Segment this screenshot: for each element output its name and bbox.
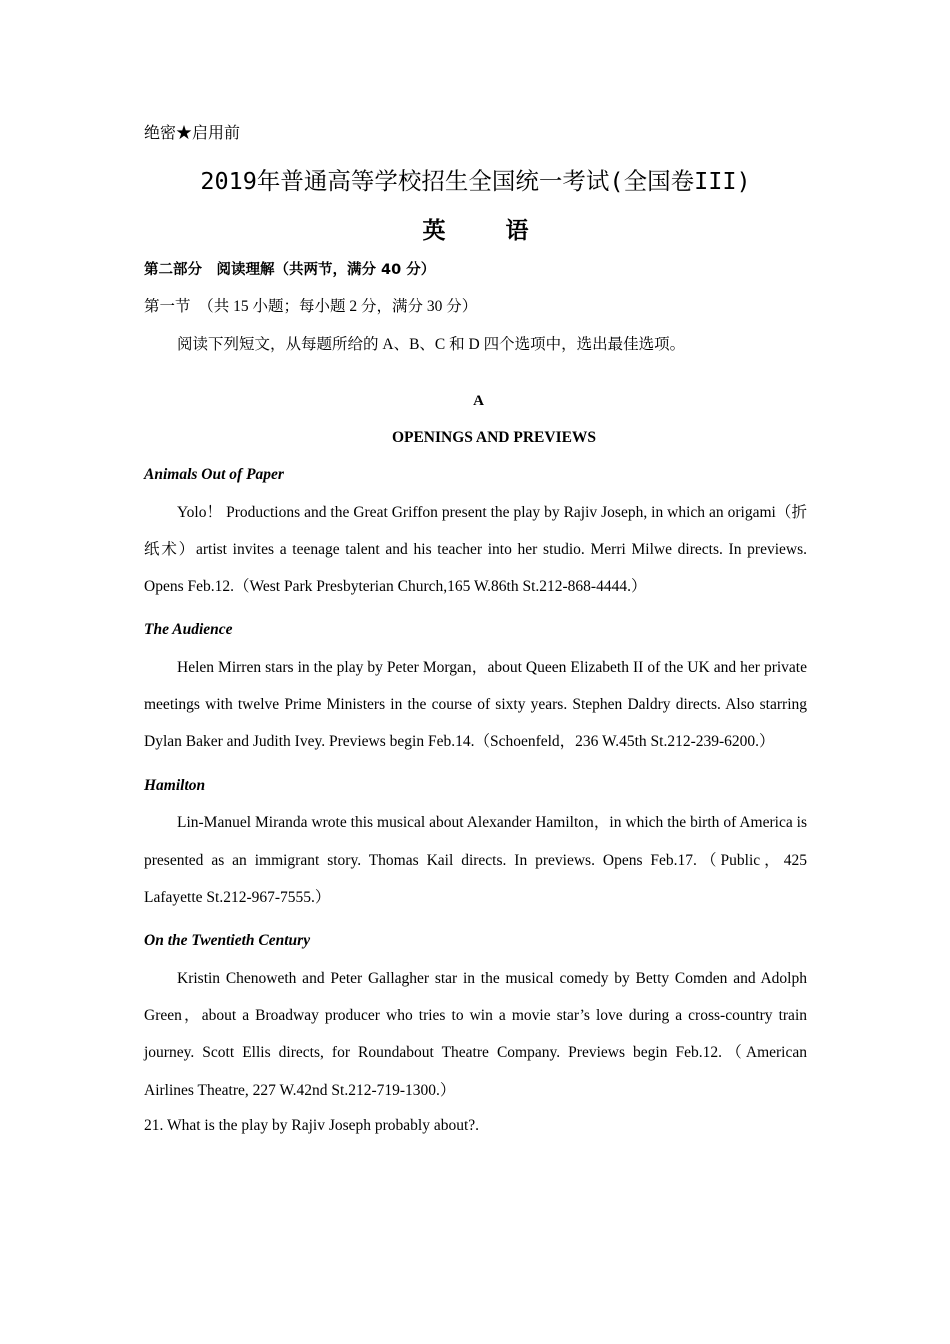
listing-title: On the Twentieth Century: [144, 932, 311, 950]
passage-letter: A: [473, 393, 484, 409]
listing-item: [144, 929, 807, 1109]
listing-body: Yolo！ Productions and the Great Griffon present the play by Rajiv Joseph, in which an origami（折纸术）artist invites a teenage talent and his teacher into her studio. Merri Milwe directs. In previews. Opens Feb.12.（West Park Presbyterian Church,165 W.86th St.212-868-4444.）: [144, 503, 807, 596]
section-heading: 第一节 （共 15 小题；每小题 2 分，满分 30 分）: [144, 298, 478, 315]
passage-title: OPENINGS AND PREVIEWS: [391, 429, 597, 446]
listing-title: The Audience: [144, 621, 233, 639]
listing-body: Helen Mirren stars in the play by Peter Morgan，about Queen Elizabeth II of the UK and her private meetings with twelve Prime Ministers in the course of sixty years. Stephen Daldry directs. Also starring Dylan Baker and Judith Ivey. Previews begin Feb.14.（Schoenfeld，236 W.45th St.212-239-6200.）: [144, 658, 807, 751]
part-heading: 第二部分 阅读理解（共两节，满分 40 分）: [144, 262, 436, 278]
listing-title: Animals Out of Paper: [144, 466, 284, 483]
listing-body: Lin-Manuel Miranda wrote this musical about Alexander Hamilton，in which the birth of America is presented as an immigrant story. Thomas Kail directs. In previews. Opens Feb.17.（Public，425 Lafayette St.212-967-7555.）: [144, 814, 807, 906]
listing-title: Hamilton: [144, 776, 206, 794]
exam-title: 2019年普通高等学校招生全国统一考试(全国卷III): [200, 167, 751, 195]
listing-item: [144, 774, 807, 916]
page-content: [144, 122, 807, 1138]
question-21: 21. What is the play by Rajiv Joseph probably about?.: [144, 1116, 480, 1134]
listing-body: Kristin Chenoweth and Peter Gallagher star in the musical comedy by Betty Comden and Adolph Green，about a Broadway producer who tries to win a movie star’s love during a cross-country train journey. Scott Ellis directs, for Roundabout Theatre Company. Previews begin Feb.12.（American Airlines Theatre, 227 W.42nd St.212-719-1300.）: [144, 969, 807, 1099]
instructions: 阅读下列短文，从每题所给的 A、B、C 和 D 四个选项中，选出最佳选项。: [177, 336, 686, 353]
confidential-label: 绝密★启用前: [144, 125, 241, 142]
listing-item: [144, 618, 807, 760]
listing-item: [144, 463, 807, 605]
subject-title: 英 语: [422, 218, 555, 244]
